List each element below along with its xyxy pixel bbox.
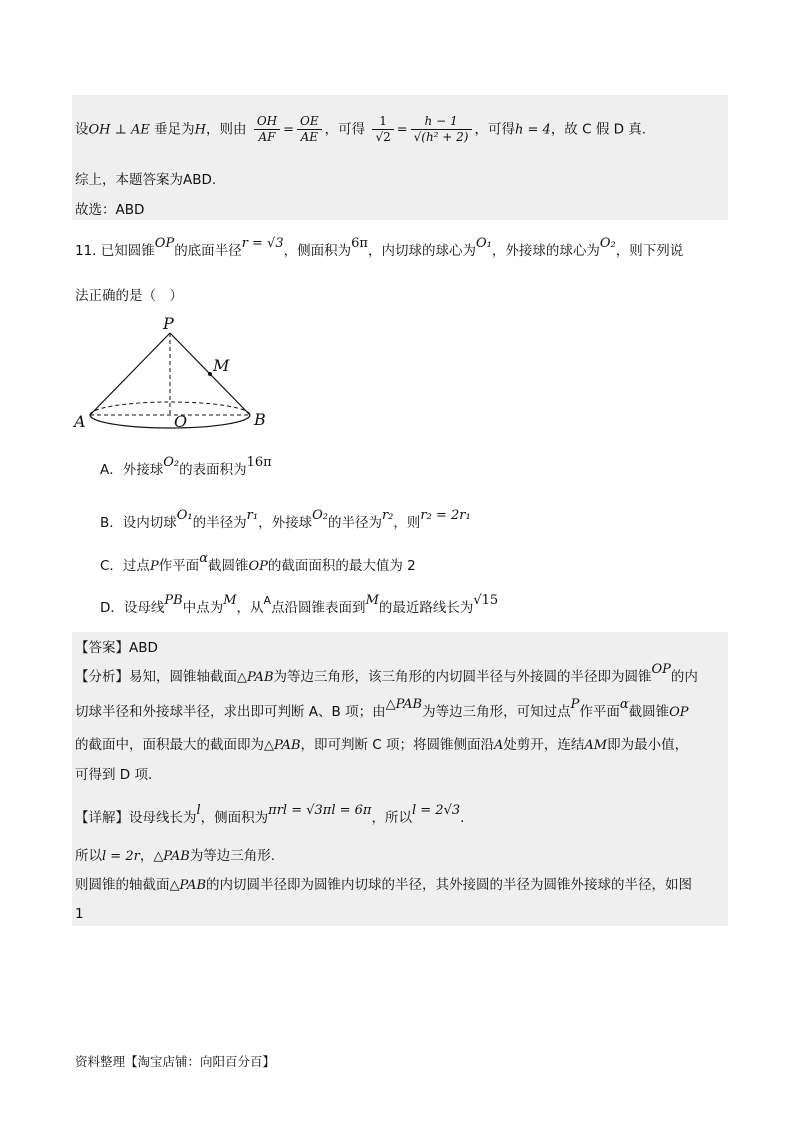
detail-line3: 则圆锥的轴截面△PAB的内切圆半径即为圆锥内切球的半径，其外接圆的半径为圆锥外接球的半径，如图 [75,877,692,893]
label-m: M [213,356,230,375]
question-line1: 11. 已知圆锥OP的底面半径r = √3，侧面积为6π，内切球的球心为O₁，外接球的球心为O₂，则下列说 [75,236,684,259]
analysis-line4: 可得到 D 项. [75,767,153,783]
prev-solution-line1: 设OH ⊥ AE 垂足为H，则由 $\frac{OH}{AF}$ = $\frac{OE}{AE}$ ，可得 $\frac{1}{√2}$ = $\frac{h - 1}{\text{√(h² + 2)}}$ ，可得h = 4，故 C 假 D 真. [75,114,647,144]
analysis-line1: 【分析】易知，圆锥轴截面△PAB为等边三角形，该三角形的内切圆半径与外接圆的半径即为圆锥OP的内 [75,662,698,685]
summary-line: 综上，本题答案为ABD. [75,172,217,188]
label-p: P [163,315,174,333]
detail-line4: 1 [75,906,84,922]
choice-line: 故选：ABD [75,202,145,218]
cone-figure [70,315,290,445]
detail-line2: 所以l = 2r，△PAB为等边三角形. [75,848,276,864]
analysis-line3: 的截面中，面积最大的截面即为△PAB，即可判断 C 项；将圆锥侧面沿A处剪开，连结AM即为最小值， [75,737,689,753]
option-a: A．外接球O₂的表面积为16π [100,455,272,478]
fraction-h-minus-1: $\frac{h - 1}{\text{√(h² + 2)}}$ [411,114,472,145]
fraction-oe-ae: $\frac{OE}{AE}$ [297,114,322,145]
label-a: A [74,412,86,431]
fraction-one-root2: $\frac{1}{√2}$ [372,114,393,145]
option-c: C．过点P作平面α截圆锥OP的截面面积的最大值为 2 [100,551,416,574]
point-m [208,372,212,376]
option-d: D．设母线PB中点为M，从$^A$点沿圆锥表面到M的最近路线长为√15 [100,593,499,616]
detail-line1: 【详解】设母线长为l，侧面积为πrl = √3πl = 6π，所以l = 2√3. [75,803,465,826]
footer-source: 资料整理【淘宝店铺：向阳百分百】 [75,1054,276,1069]
question-line2: 法正确的是（ ） [75,288,183,304]
fraction-oh-af: $\frac{OH}{AF}$ [254,114,280,145]
analysis-line2: 切球半径和外接球半径，求出即可判断 A、B 项；由△PAB为等边三角形，可知过点P作平面α截圆锥OP [75,697,689,720]
label-o: O [174,412,188,431]
cone-base-front [90,415,250,428]
cone-edge-pa [90,333,170,415]
answer-line: 【答案】ABD [75,640,158,656]
option-b: B．设内切球O₁的半径为r₁，外接球O₂的半径为r₂，则r₂ = 2r₁ [100,508,471,531]
label-b: B [254,410,266,429]
